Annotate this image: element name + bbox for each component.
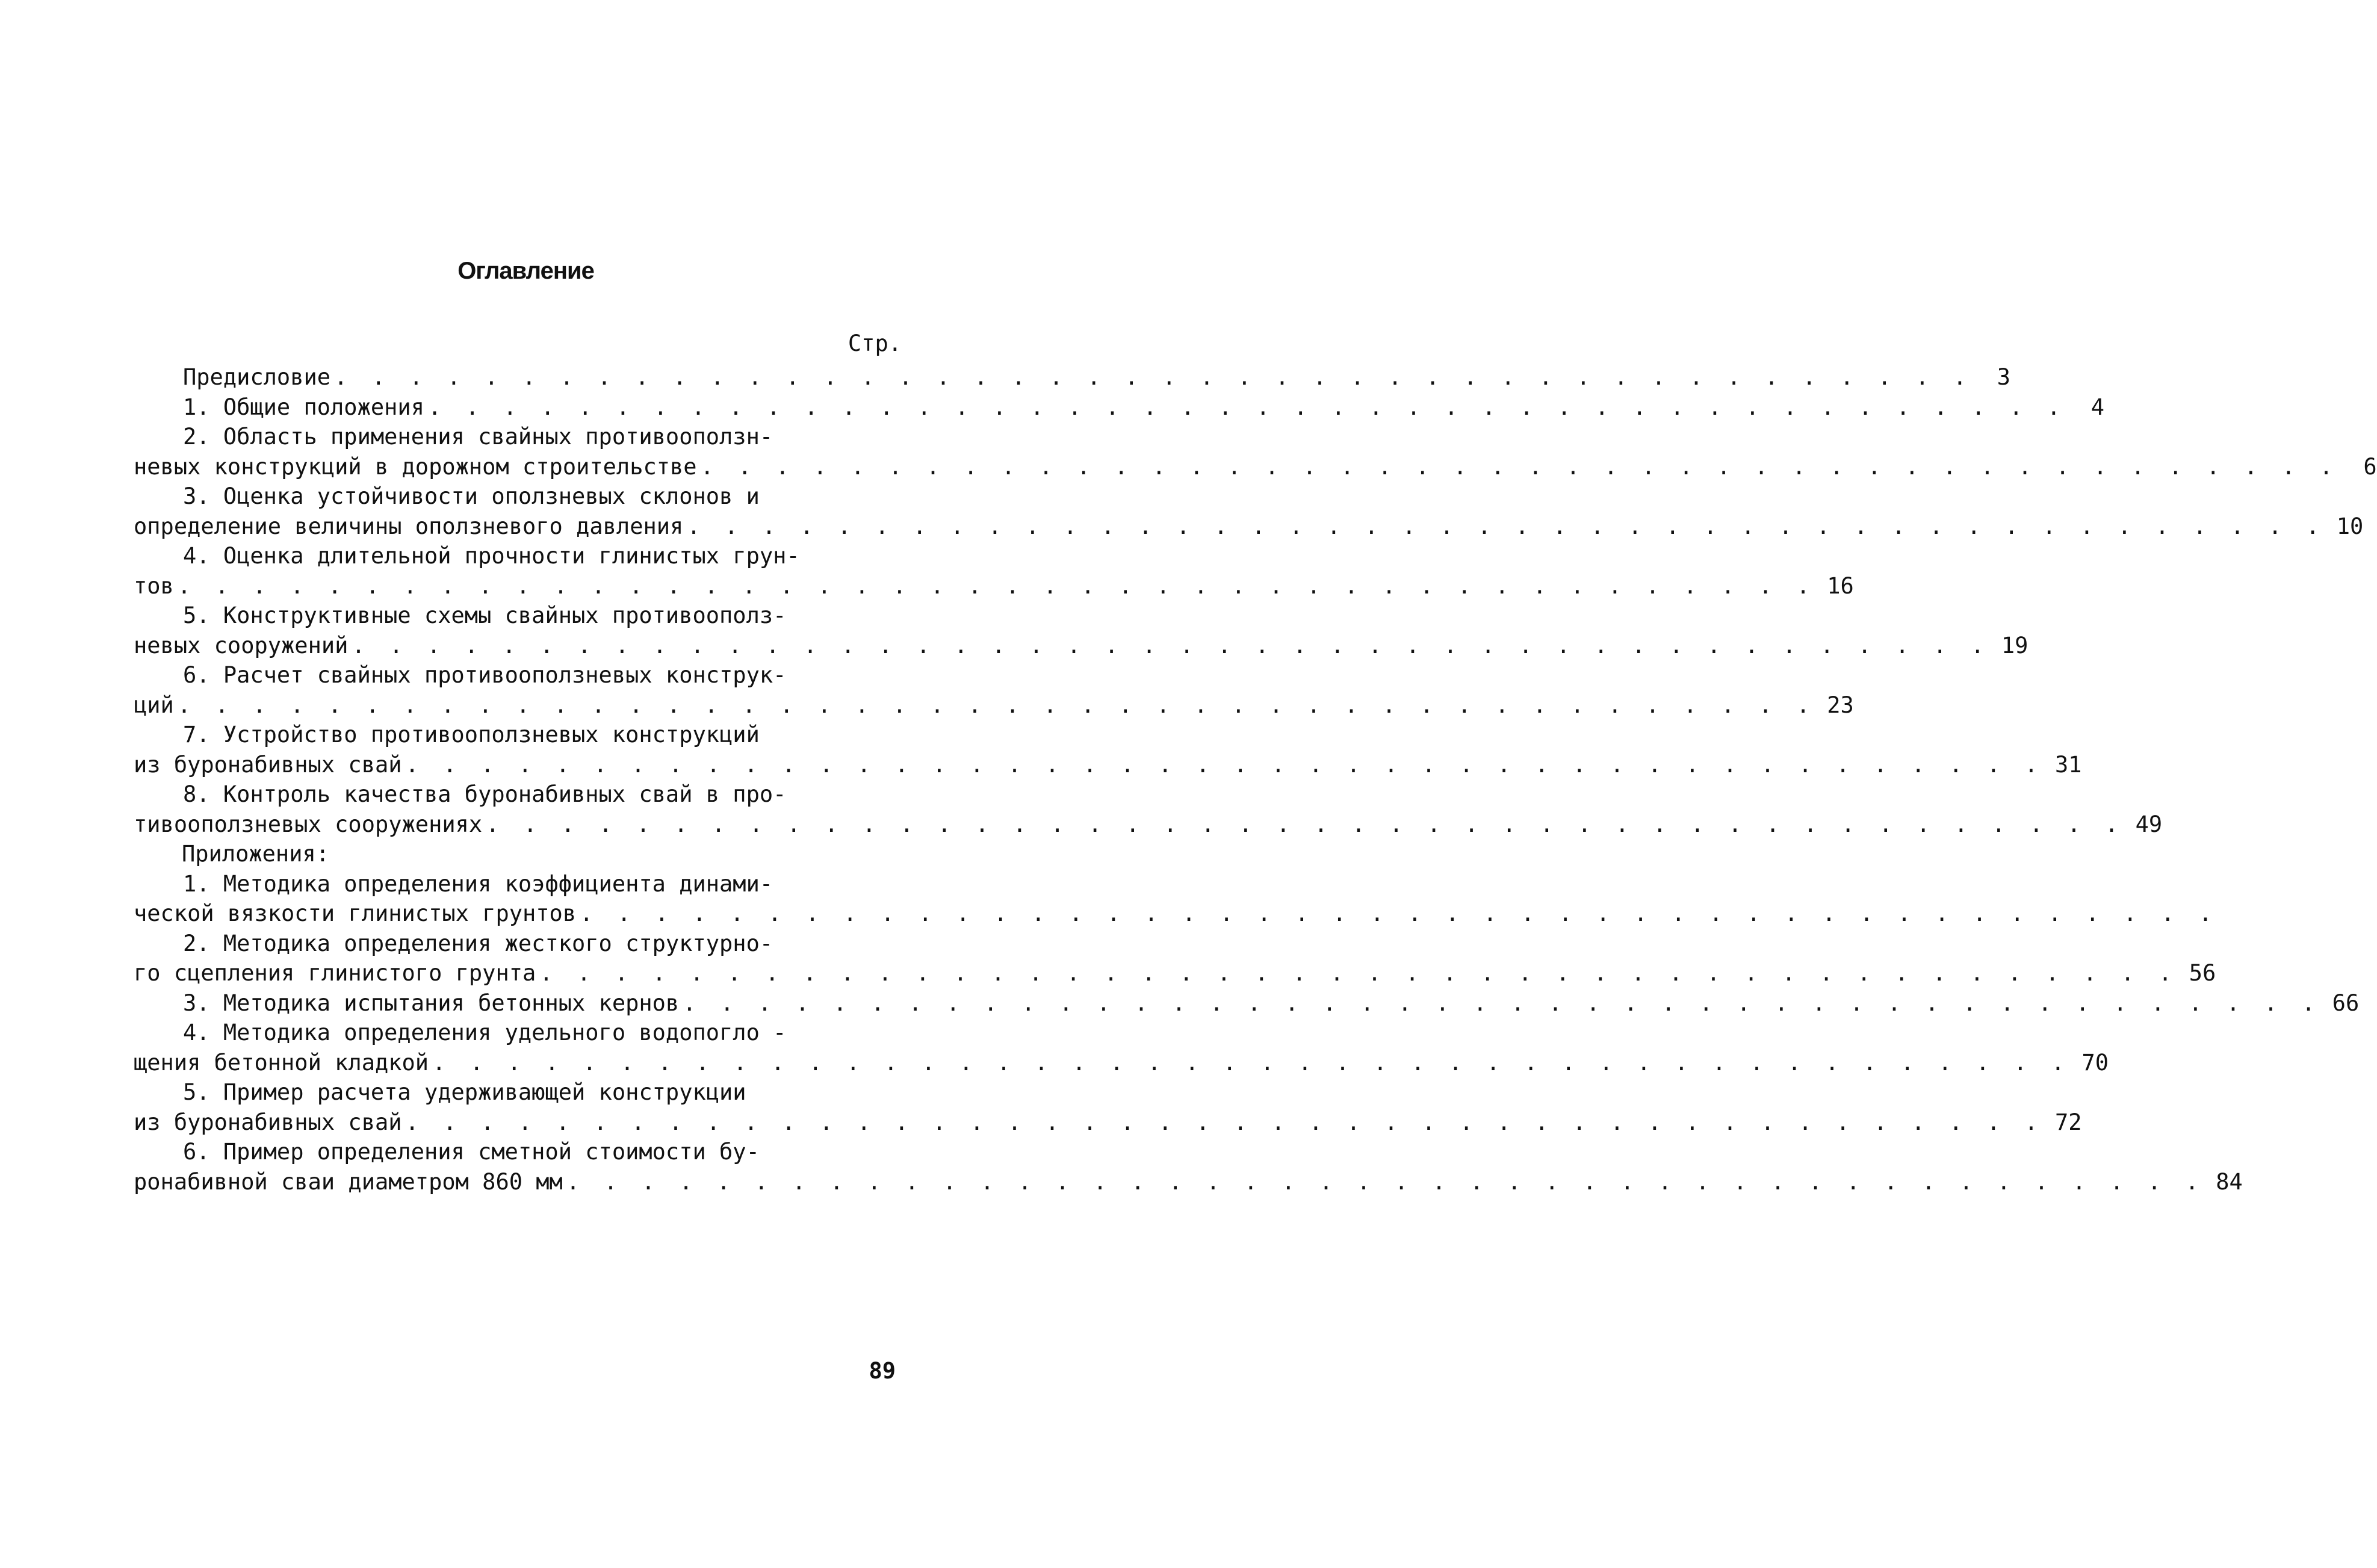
toc-entry-text: 7. Устройство противооползневых конструкций (183, 722, 760, 748)
toc-entry (134, 482, 910, 512)
toc-entry-text: определение величины оползневого давления (134, 513, 684, 539)
toc-entry (134, 452, 2377, 482)
toc-entry (134, 690, 1854, 720)
toc-entry (134, 1108, 2082, 1138)
dot-leader: . . . . . . . . . . . . . . . . . . . . . . . . . . . . . . . . . . . . . . . . . . . . (486, 811, 2124, 837)
toc-entry-page: 66 (2332, 990, 2360, 1016)
toc-entry-text: 1. Методика определения коэффициента динами- (183, 870, 773, 897)
toc-entry-page: 56 (2189, 960, 2216, 986)
toc-entry-text: 3. Методика испытания бетонных кернов (183, 990, 680, 1016)
dot-leader: . . . . . . . . . . . . . . . . . . . . . . . . . . . . . . . . . . . . . . . . . . . . (432, 1049, 2071, 1076)
toc-entry (134, 422, 910, 452)
toc-entry-page: 31 (2054, 751, 2082, 778)
toc-entry-text: тивооползневых сооружениях (134, 811, 483, 837)
toc-entry-text: ронабивной сваи диаметром 860 мм (134, 1168, 563, 1195)
toc-entry-text: Приложения: (182, 841, 330, 867)
toc-entry (134, 988, 2360, 1018)
dot-leader: . . . . . . . . . . . . . . . . . . . . . . . . . . . . . . . . . . . . . . . . . . . . (177, 572, 1815, 599)
toc-entry-text: из буронабивных свай (134, 1109, 402, 1135)
toc-entry-text: 5. Пример расчета удерживающей конструкции (183, 1079, 746, 1105)
dot-leader: . . . . . . . . . . . . . . . . . . . . . . . . . . . . . . . . . . . . . . . . . . . . (405, 1109, 2044, 1135)
toc-entry (134, 1167, 2243, 1197)
dot-leader: . . . . . . . . . . . . . . . . . . . . . . . . . . . . . . . . . . . . . . . . . . . . (405, 751, 2044, 778)
toc-entry (134, 541, 910, 571)
toc-entry-page: 84 (2216, 1168, 2243, 1195)
toc-entry-text: 1. Общие положения (183, 394, 424, 420)
dot-leader: . . . . . . . . . . . . . . . . . . . . . . . . . . . . . . . . . . . . . . . . . . . . (539, 960, 2178, 986)
toc-entry-text: 3. Оценка устойчивости оползневых склонов и (183, 483, 760, 509)
dot-leader: . . . . . . . . . . . . . . . . . . . . . . . . . . . . . . . . . . . . . . . . . . . . (580, 900, 2218, 926)
dot-leader: . . . . . . . . . . . . . . . . . . . . . . . . . . . . . . . . . . . . . . . . . . . . (427, 394, 2066, 420)
dot-leader: . . . . . . . . . . . . . . . . . . . . . . . . . . . . . . . . . . . . . . . . . . . . (687, 513, 2325, 539)
toc-entry-page: 70 (2081, 1049, 2109, 1076)
toc-entry (134, 362, 2011, 392)
toc-entry (134, 1137, 910, 1167)
toc-entry (134, 1018, 910, 1048)
toc-entry-text: 6. Расчет свайных противооползневых конструк- (183, 662, 787, 688)
toc-entry (134, 1048, 2109, 1078)
toc-entry-text: ческой вязкости глинистых грунтов (134, 900, 577, 926)
toc-entry-text: 5. Конструктивные схемы свайных противоополз- (183, 603, 787, 628)
toc-entry (134, 1077, 910, 1108)
toc-entry (134, 958, 2216, 988)
toc-entry (134, 899, 2218, 929)
toc-entry-page: 72 (2054, 1109, 2082, 1135)
toc-lines (134, 362, 2377, 1197)
toc-entry-text: 2. Методика определения жесткого структурно- (183, 930, 773, 956)
toc-entry (134, 512, 2364, 542)
toc-entry (134, 810, 2163, 840)
toc-entry-page: 4 (2090, 394, 2104, 420)
toc-entry (134, 631, 2028, 661)
page-number: 89 (869, 1358, 896, 1384)
toc-entry-text: щения бетонной кладкой (134, 1049, 429, 1076)
toc-entry-text: 2. Область применения свайных противооползн- (183, 424, 773, 450)
page-title: Оглавление (457, 258, 594, 284)
toc-entry (134, 392, 2104, 423)
toc-entry-text: тов (134, 572, 174, 599)
toc-entry (134, 779, 910, 810)
toc-entry-page: 3 (1997, 364, 2011, 390)
dot-leader: . . . . . . . . . . . . . . . . . . . . . . . . . . . . . . . . . . . . . . . . . . . . (566, 1168, 2204, 1195)
toc-entry-text: 8. Контроль качества буронабивных свай в про- (183, 781, 787, 807)
toc-entry-text: 4. Методика определения удельного водопогло - (183, 1020, 787, 1046)
toc-entry (134, 720, 910, 750)
dot-leader: . . . . . . . . . . . . . . . . . . . . . . . . . . . . . . . . . . . . . . . . . . . . (177, 692, 1815, 718)
page-column-header: Стр. (848, 330, 902, 356)
toc-entry-page: 6 (2363, 453, 2377, 480)
table-of-contents (134, 325, 2377, 1197)
toc-entry (134, 571, 1854, 601)
toc-entry (134, 929, 910, 959)
toc-entry-text: го сцепления глинистого грунта (134, 960, 536, 986)
toc-entry-text: невых конструкций в дорожном строительстве (134, 453, 697, 480)
toc-entry-text: из буронабивных свай (134, 751, 402, 778)
toc-entry (134, 660, 910, 690)
toc-entry-page: 16 (1827, 572, 1854, 599)
toc-entry (134, 839, 910, 869)
toc-entry-text: невых сооружений (134, 632, 349, 658)
dot-leader: . . . . . . . . . . . . . . . . . . . . . . . . . . . . . . . . . . . . . . . . . . . . (683, 990, 2321, 1016)
toc-entry-text: 4. Оценка длительной прочности глинистых грун- (183, 543, 800, 569)
toc-entry (134, 750, 2082, 780)
toc-entry-text: 6. Пример определения сметной стоимости бу- (183, 1139, 760, 1165)
dot-leader: . . . . . . . . . . . . . . . . . . . . . . . . . . . . . . . . . . . . . . . . . . . . (700, 453, 2338, 480)
toc-entry-page: 49 (2135, 811, 2163, 837)
toc-entry-page: 19 (2001, 632, 2028, 658)
dot-leader: . . . . . . . . . . . . . . . . . . . . . . . . . . . . . . . . . . . . . . . . . . . . (352, 632, 1990, 658)
toc-entry-page: 10 (2336, 513, 2364, 539)
toc-entry-text: Предисловие (183, 364, 331, 390)
toc-entry (134, 869, 910, 899)
toc-entry-page: 23 (1827, 692, 1854, 718)
toc-entry (134, 601, 910, 631)
dot-leader: . . . . . . . . . . . . . . . . . . . . . . . . . . . . . . . . . . . . . . . . . . . . (334, 364, 1973, 390)
toc-entry-text: ций (134, 692, 174, 718)
